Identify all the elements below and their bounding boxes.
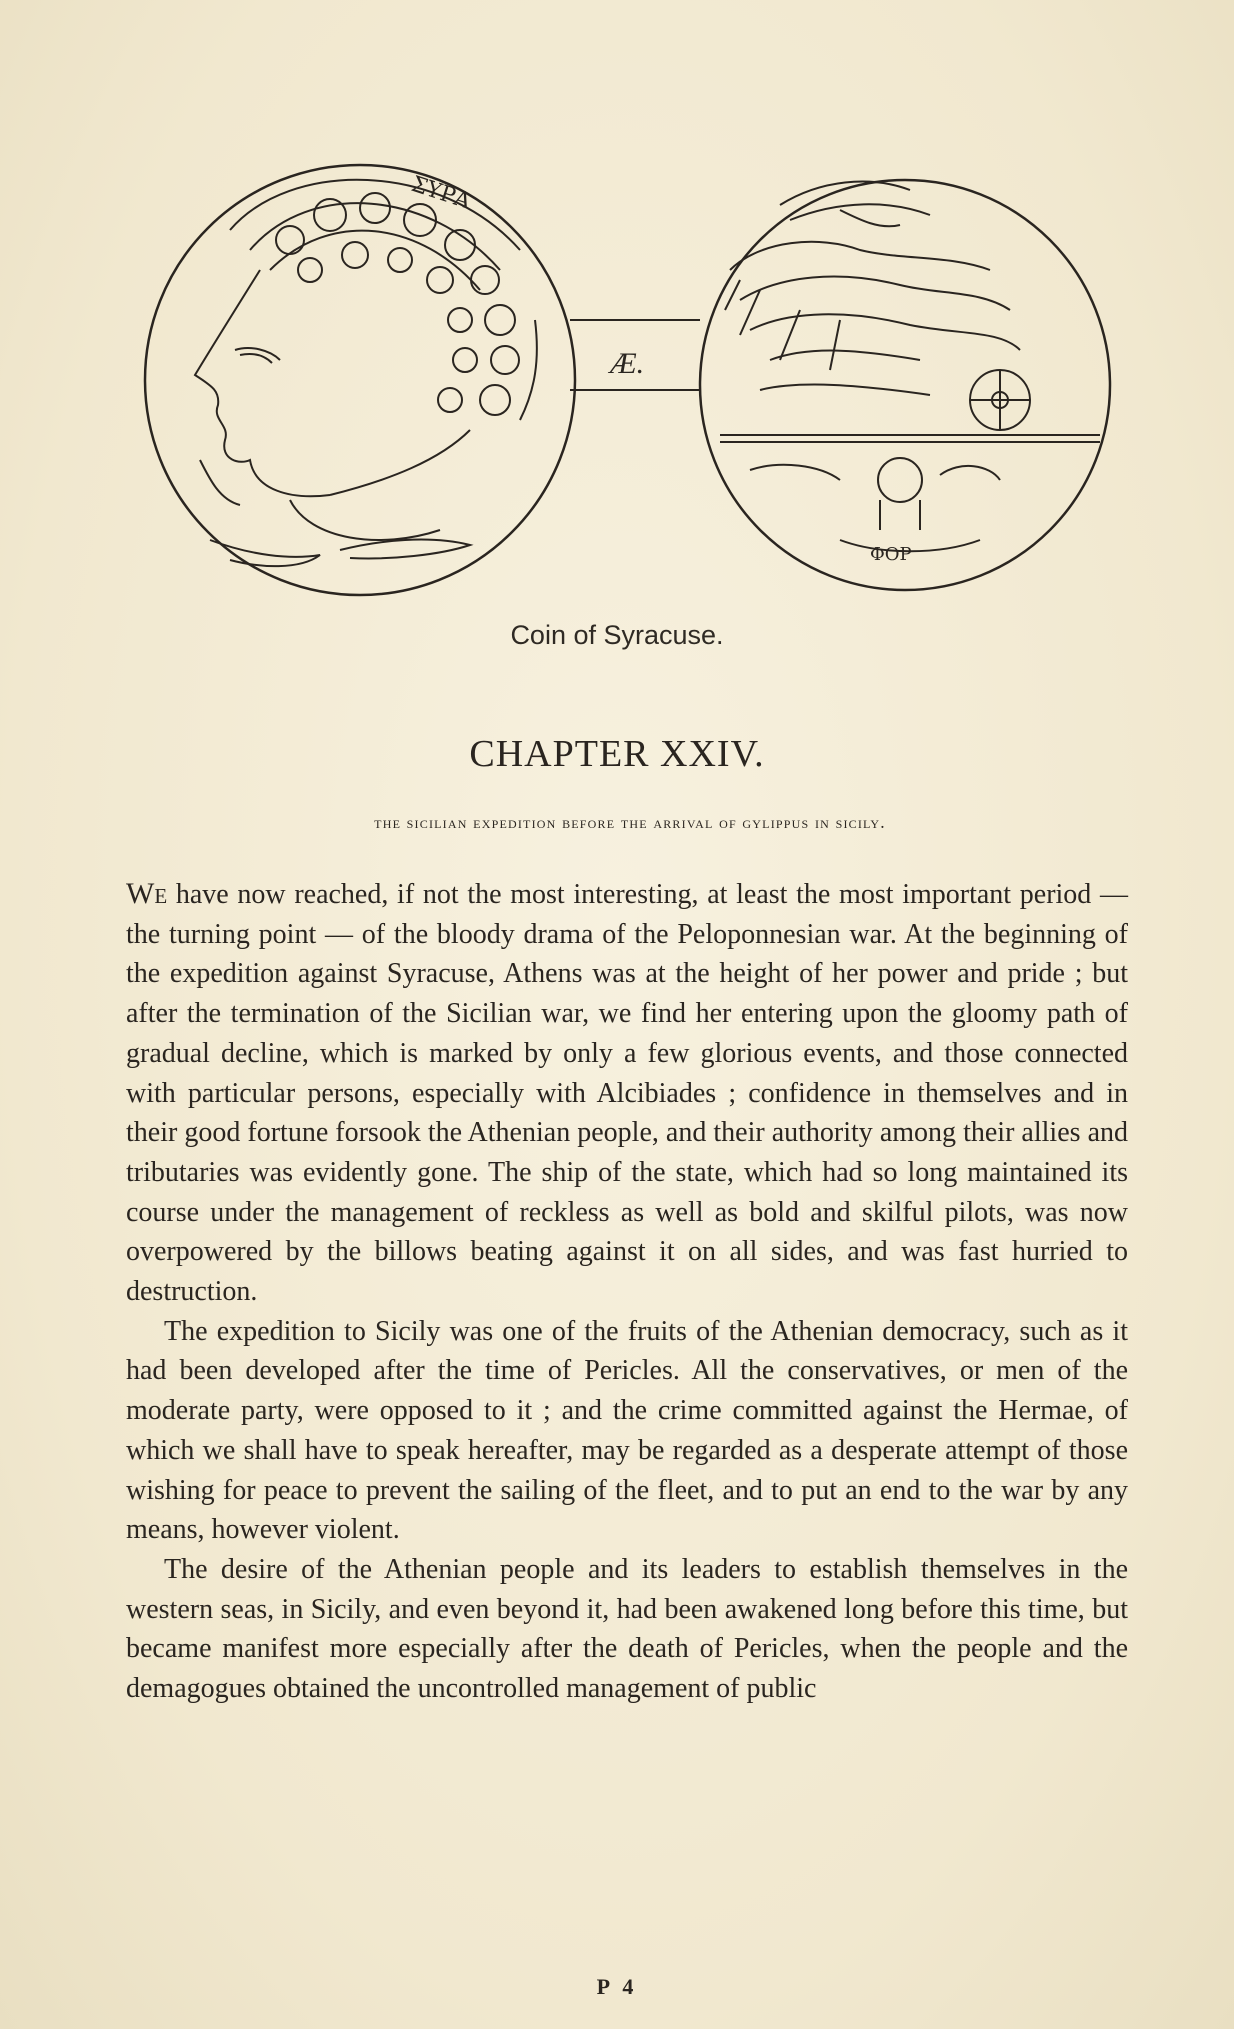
coin-label-ae: Æ. <box>610 347 645 380</box>
figure-caption: Coin of Syracuse. <box>510 620 724 650</box>
coin-obverse <box>145 165 575 595</box>
chapter-title: CHAPTER XXIV. <box>469 733 765 775</box>
coin-reverse <box>700 180 1110 590</box>
opening-word: We <box>126 877 168 910</box>
paragraph-1-text: have now reached, if not the most interesting, at least the most important period — the turning point — of the bloody drama of the Peloponnesian war. At the beginning of the expedition against Syracuse, Athens was at the height of her power and pride ; but after the termination of the Sicilian war, we find her entering upon the gloomy path of gradual decline, which is marked by only a few glorious events, and those connected with particular persons, especially with Alcibiades ; confidence in themselves and in their good fortune forsook the Athenian people, and their authority among their allies and tributaries was evidently gone. The ship of the state, which had so long maintained its course under the management of reckless as well as bold and skilful pilots, was now overpowered by the billows beating against it on all sides, and was fast hurried to destruction. <box>126 879 1128 1308</box>
chapter-subtitle: the sicilian expedition before the arrival of gylippus in sicily. <box>374 812 886 832</box>
paragraph-1 <box>126 874 1128 1312</box>
obverse-inscription: ΣΥΡΑ <box>408 171 474 215</box>
paragraph-3: The desire of the Athenian people and its leaders to establish themselves in the western seas, in Sicily, and even beyond it, had been awakened long before this time, but became manifest more especially after the death of Pericles, when the people and the demagogues obtained the uncontrolled management of public <box>126 1553 1128 1705</box>
coin-illustration <box>140 160 1130 610</box>
paragraph-2: The expedition to Sicily was one of the fruits of the Athenian democracy, such as it had been developed after the time of Pericles. All the conservatives, or men of the moderate party, were opposed to it ; and the crime committed against the Hermae, of which we shall have to speak hereafter, may be regarded as a desperate attempt of those wishing for peace to prevent the sailing of the fleet, and to put an end to the war by any means, however violent. <box>126 1315 1128 1546</box>
reverse-inscription: ΦΟΡ <box>870 544 912 565</box>
chapter-body <box>126 874 1128 1709</box>
signature-mark: P 4 <box>596 1974 638 1999</box>
